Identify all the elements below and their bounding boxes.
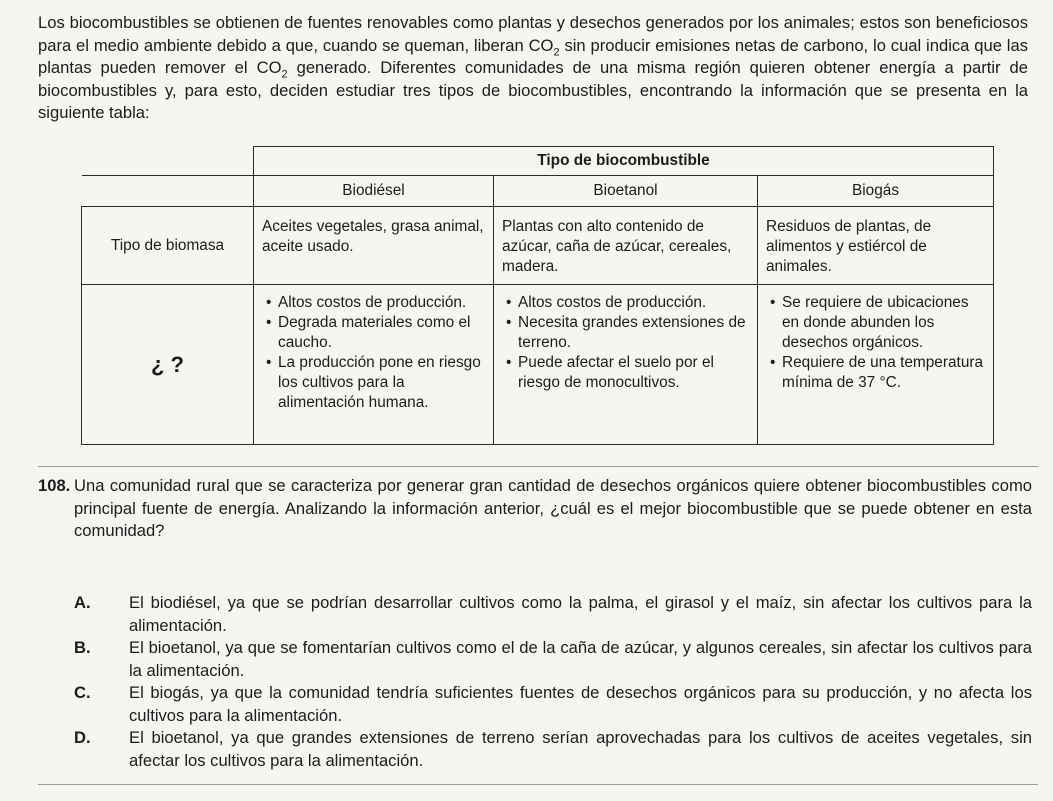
question-number: 108.	[38, 476, 71, 495]
list-item: • Altos costos de producción.	[278, 293, 485, 313]
intro-paragraph	[38, 12, 1028, 125]
list-item: • Altos costos de producción.	[518, 293, 749, 313]
option-a[interactable]	[74, 592, 1032, 637]
list-item: • Necesita grandes extensiones de terreno.	[518, 313, 749, 353]
cell-characteristics-bioetanol	[494, 285, 758, 445]
divider-bottom	[38, 784, 1038, 785]
co2-subscript-2: 2	[281, 68, 288, 81]
cell-biomasa-biogas: Residuos de plantas, de alimentos y estiércol de animales.	[758, 207, 994, 285]
cell-characteristics-biodiesel	[254, 285, 494, 445]
biogas-characteristics-list	[766, 293, 985, 393]
intro-text-3: generado. Diferentes comunidades de una misma región quieren obtener energía a partir de biocombustibles y, para esto, deciden estudiar tres tipos de biocombustibles, encontrando la información que se presenta en la siguiente tabla:	[38, 58, 1028, 122]
list-item: • Degrada materiales como el caucho.	[278, 313, 485, 353]
column-header-bioetanol: Bioetanol	[494, 176, 758, 207]
list-item: • Se requiere de ubicaciones en donde abunden los desechos orgánicos.	[782, 293, 985, 353]
table-row-biomasa	[82, 207, 994, 285]
option-c[interactable]	[74, 682, 1032, 727]
bioetanol-characteristics-list	[502, 293, 749, 393]
divider-top	[38, 466, 1038, 467]
intro-text-2: sin producir emisiones netas de carbono, lo cual indica que las plantas pueden remover el CO	[38, 35, 1028, 77]
option-b[interactable]	[74, 637, 1032, 682]
question-text: Una comunidad rural que se caracteriza por generar gran cantidad de desechos orgánicos quiere obtener biocombustibles como principal fuente de energía. Analizando la información anterior, ¿cuál es el mejor biocombustible que se puede obtener en esta comunidad?	[74, 476, 1032, 540]
answer-options	[74, 592, 1032, 772]
cell-biomasa-biodiesel: Aceites vegetales, grasa animal, aceite usado.	[254, 207, 494, 285]
co2-subscript-1: 2	[553, 45, 560, 58]
option-c-text: El biogás, ya que la comunidad tendría suficientes fuentes de desechos orgánicos para su producción, y no afecta los cultivos para la alimentación.	[129, 683, 1032, 725]
option-d-letter: D.	[74, 728, 91, 747]
table-corner-blank-2	[82, 176, 254, 207]
biofuel-table	[81, 146, 994, 445]
table-row-question	[82, 285, 994, 445]
column-header-biodiesel: Biodiésel	[254, 176, 494, 207]
table-corner-blank	[82, 147, 254, 176]
list-item: • Puede afectar el suelo por el riesgo de monocultivos.	[518, 353, 749, 393]
option-d-text: El bioetanol, ya que grandes extensiones de terreno serían aprovechadas para los cultivos de aceites vegetales, sin afectar los cultivos para la alimentación.	[129, 728, 1032, 770]
option-a-letter: A.	[74, 593, 91, 612]
cell-characteristics-biogas	[758, 285, 994, 445]
row-header-question-mark: ¿ ?	[82, 285, 254, 445]
option-b-text: El bioetanol, ya que se fomentarían cultivos como el de la caña de azúcar, y algunos cereales, sin afectar los cultivos para la alimentación.	[129, 638, 1032, 680]
option-b-letter: B.	[74, 638, 91, 657]
intro-text-1: Los biocombustibles se obtienen de fuentes renovables como plantas y desechos generados por los animales; estos son beneficiosos para el medio ambiente debido a que, cuando se queman, liberan CO	[38, 13, 1028, 55]
row-header-biomasa: Tipo de biomasa	[82, 207, 254, 285]
question-108	[38, 475, 1032, 543]
option-c-letter: C.	[74, 683, 91, 702]
table-title-row	[82, 147, 994, 176]
table-column-header-row	[82, 176, 994, 207]
option-a-text: El biodiésel, ya que se podrían desarrollar cultivos como la palma, el girasol y el maíz, sin afectar los cultivos para la alimentación.	[129, 593, 1032, 635]
cell-biomasa-bioetanol: Plantas con alto contenido de azúcar, caña de azúcar, cereales, madera.	[494, 207, 758, 285]
option-d[interactable]	[74, 727, 1032, 772]
biodiesel-characteristics-list	[262, 293, 485, 413]
table-title: Tipo de biocombustible	[254, 147, 994, 176]
list-item: • Requiere de una temperatura mínima de 37 °C.	[782, 353, 985, 393]
column-header-biogas: Biogás	[758, 176, 994, 207]
list-item: • La producción pone en riesgo los cultivos para la alimentación humana.	[278, 353, 485, 413]
